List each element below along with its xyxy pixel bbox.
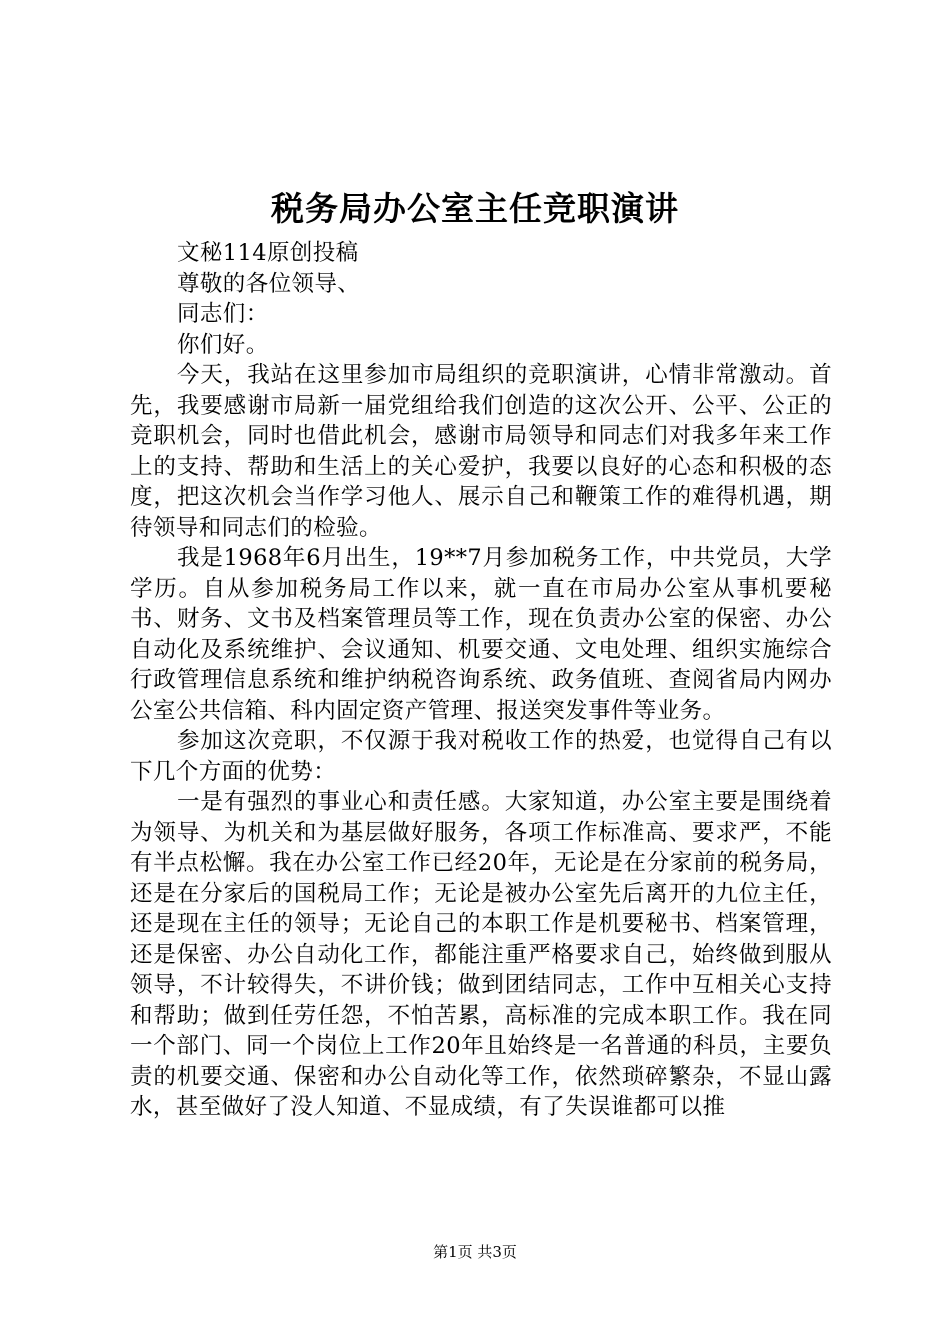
- paragraph-advantage-one: 一是有强烈的事业心和责任感。大家知道，办公室主要是围绕着为领导、为机关和为基层做好服务，各项工作标准高、要求严，不能有半点松懈。我在办公室工作已经20年，无论是在分家前的税务局，还是在分家后的国税局工作；无论是被办公室先后离开的九位主任，还是现在主任的领导；无论自己的本职工作是机要秘书、档案管理，还是保密、办公自动化工作，都能注重严格要求自己，始终做到服从领导，不计较得失，不讲价钱；做到团结同志，工作中互相关心支持和帮助；做到任劳任怨，不怕苦累，高标准的完成本职工作。我在同一个部门、同一个岗位上工作20年且始终是一名普通的科员，主要负责的机要交通、保密和办公自动化等工作，依然琐碎繁杂，不显山露水，甚至做好了没人知道、不显成绩，有了失误谁都可以推: [130, 789, 832, 1120]
- paragraph-salutation: 尊敬的各位领导、: [177, 270, 361, 297]
- paragraph-salutation-2: 同志们：: [177, 301, 269, 327]
- document-body: [130, 238, 832, 1123]
- paragraph-opening: 今天，我站在这里参加市局组织的竞职演讲，心情非常激动。首先，我要感谢市局新一届党组给我们创造的这次公开、公平、公正的竞职机会，同时也借此机会，感谢市局领导和同志们对我多年来工作上的支持、帮助和生活上的关心爱护，我要以良好的心态和积极的态度，把这次机会当作学习他人、展示自己和鞭策工作的难得机遇，期待领导和同志们的检验。: [130, 362, 832, 541]
- paragraph-greeting: 你们好。: [177, 331, 269, 358]
- paragraph-background: 我是1968年6月出生，19**7月参加税务工作，中共党员，大学学历。自从参加税务局工作以来，就一直在市局办公室从事机要秘书、财务、文书及档案管理员等工作，现在负责办公室的保密、办公自动化及系统维护、会议通知、机要交通、文电处理、组织实施综合行政管理信息系统和维护纳税咨询系统、政务值班、查阅省局内网办公室公共信箱、科内固定资产管理、报送突发事件等业务。: [130, 545, 832, 724]
- page-number: 第1页 共3页: [433, 1243, 517, 1261]
- paragraph-source-note: 文秘114原创投稿: [177, 240, 359, 266]
- paragraph-advantages-intro: 参加这次竞职，不仅源于我对税收工作的热爱，也觉得自己有以下几个方面的优势：: [130, 728, 832, 785]
- document-title: 税务局办公室主任竞职演讲: [271, 189, 679, 228]
